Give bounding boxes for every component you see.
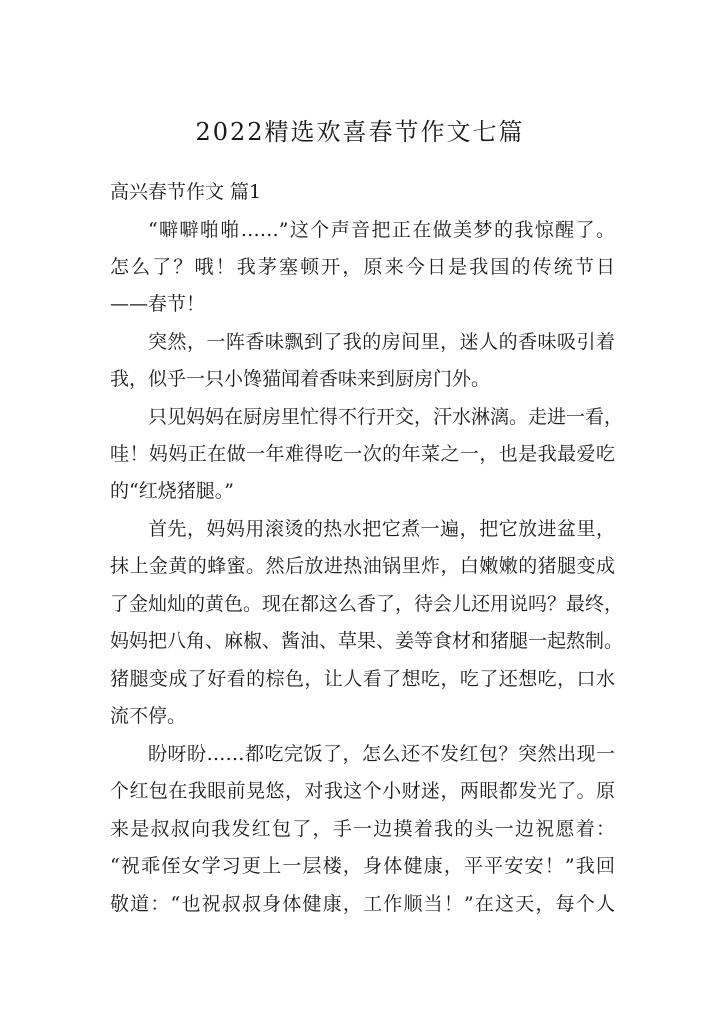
text-line: 了金灿灿的黄色。现在都这么香了，待会儿还用说吗？最终， [110, 593, 624, 615]
text-line: 来是叔叔向我发红包了，手一边摸着我的头一边祝愿着： [110, 818, 615, 840]
text-line: “祝乖侄女学习更上一层楼，身体健康，平平安安！”我回 [110, 855, 615, 877]
text-line: 抹上金黄的蜂蜜。然后放进热油锅里炸，白嫩嫩的猪腿变成 [110, 555, 615, 577]
text-line: 怎么了？哦！我茅塞顿开，原来今日是我国的传统节日 [110, 256, 615, 278]
text-line: 只见妈妈在厨房里忙得不行开交，汗水淋漓。走进一看， [148, 406, 624, 428]
text-line: 首先，妈妈用滚烫的热水把它煮一遍，把它放进盆里， [148, 518, 615, 540]
section-heading: 高兴春节作文 篇1 [110, 181, 262, 203]
text-line: 哇！妈妈正在做一年难得吃一次的年菜之一，也是我最爱吃 [110, 443, 615, 465]
text-line: 我，似乎一只小馋猫闻着香味来到厨房门外。 [110, 368, 491, 390]
text-line: 流不停。 [110, 705, 187, 727]
text-line: ——春节！ [110, 293, 206, 315]
text-line: 妈妈把八角、麻椒、酱油、草果、姜等食材和猪腿一起熬制。 [110, 630, 624, 652]
text-line: 突然，一阵香味飘到了我的房间里，迷人的香味吸引着 [148, 331, 615, 353]
text-line: “噼噼啪啪……”这个声音把正在做美梦的我惊醒了。 [148, 219, 615, 241]
text-line: 敬道：“也祝叔叔身体健康，工作顺当！”在这天，每个人 [110, 893, 615, 915]
document-title: 2022精选欢喜春节作文七篇 [195, 118, 525, 146]
text-line: 个红包在我眼前晃悠，对我这个小财迷，两眼都发光了。原 [110, 780, 615, 802]
text-line: 盼呀盼……都吃完饭了，怎么还不发红包？突然出现一 [148, 743, 615, 765]
text-line: 猪腿变成了好看的棕色，让人看了想吃，吃了还想吃，口水 [110, 668, 615, 690]
text-line: 的“红烧猪腿。” [110, 480, 234, 502]
